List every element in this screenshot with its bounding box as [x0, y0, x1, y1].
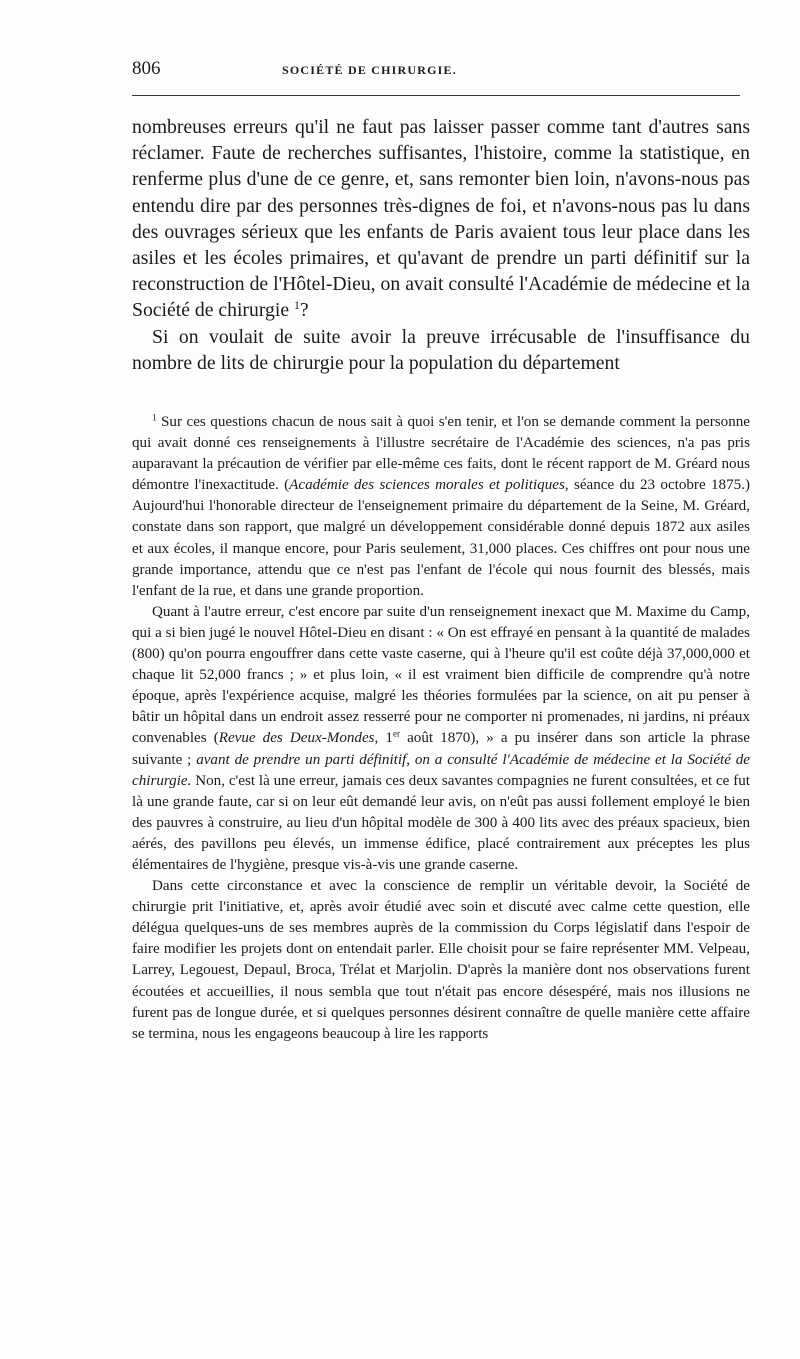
book-page — [132, 58, 751, 1042]
footnote-paragraph-3: Dans cette circonstance et avec la conscience de remplir un véritable devoir, la Société de chirurgie prit l'initiative, et, après avoir étudié avec soin et discuté avec calme cette question, elle délégua quelques-uns de ses membres auprès de la commission du Corps législatif dans l'espoir de faire modifier les projets dont on entendait parler. Elle choisit pour se faire représenter MM. Velpeau, Larrey, Legouest, Depaul, Broca, Trélat et Marjolin. D'après la manière dont nos observations furent écoutées et accueillies, il nous sembla que tout n'était pas encore désespéré, mais nos illusions ne furent pas de longue durée, et si quelques personnes désirent connaître de quelle manière cette affaire se termina, nous les engageons beaucoup à lire les rapports — [132, 878, 750, 1042]
footnote-marker: 1 — [152, 412, 157, 423]
footnote-paragraph-2: Quant à l'autre erreur, c'est encore par suite d'un renseignement inexact que M. Maxime du Camp, qui a si bien jugé le nouvel Hôtel-Dieu en disant : « On est effrayé en pensant à la quantité de malades (800) qu'on pourra engouffrer dans cette vaste caserne, qui à l'heure qu'il est coûte déjà 37,000,000 et chaque lit 52,000 francs ; » et plus loin, « il est vraiment bien difficile de comprendre qu'à notre époque, après l'expérience acquise, malgré les théories formulées par la science, on ait pu penser à bâtir un hôpital dans un endroit assez resserré pour ne comporter ni promenades, ni jardins, ni préaux convenables (Revue des Deux-Mondes, 1er août 1870), » a pu insérer dans son article la phrase suivante ; avant de prendre un parti définitif, on a consulté l'Académie de médecine et la Société de chirurgie. Non, c'est là une erreur, jamais ces deux savantes compagnies ne furent consultées, et ce fut là une grande faute, car si on leur eût demandé leur avis, on n'eût pas aussi follement employé le bien des pauvres à construire, au lieu d'un hôpital modèle de 300 à 400 lits avec des préaux spacieux, bien aérés, des pavillons peu élevés, un immense édifice, placé contrairement aux préceptes les plus élémentaires de l'hygiène, presque vis-à-vis une grande caserne. — [132, 603, 751, 873]
page-header — [132, 58, 749, 82]
page-number: 806 — [132, 58, 161, 79]
main-text — [132, 114, 750, 376]
header-rule — [132, 95, 740, 96]
running-title: SOCIÉTÉ DE CHIRURGIE. — [282, 63, 457, 77]
footnotes — [132, 412, 750, 1045]
paragraph-1: nombreuses erreurs qu'il ne faut pas laisser passer comme tant d'autres sans réclamer. Faute de recherches suffisantes, l'histoire, comme la statistique, en renferme plus d'une de ce genre, et, sans remonter bien loin, n'avons-nous pas entendu dire par des personnes très-dignes de foi, et n'avons-nous pas lu dans des ouvrages sérieux que les enfants de Paris avaient tous leur place dans les asiles et les écoles primaires, et qu'avant de prendre un parti définitif sur la reconstruction de l'Hôtel-Dieu, on avait consulté l'Académie de médecine et la Société de chirurgie $^1$? — [132, 116, 750, 322]
footnote-ref[interactable]: 1 — [294, 298, 300, 313]
footnote-1: $^1$ Sur ces questions chacun de nous sait à quoi s'en tenir, et l'on se demande comment la personne qui avait donné ces renseignements à l'illustre secrétaire de l'Académie des sciences, n'a pas pris auparavant la précaution de vérifier par elle-même ces faits, dont le récent rapport de M. Gréard nous démontre l'inexactitude. (Académie des sciences morales et politiques, séance du 23 octobre 1875.) Aujourd'hui l'honorable directeur de l'enseignement primaire du département de la Seine, M. Gréard, constate dans son rapport, que malgré un développement considérable donné depuis 1872 aux asiles et aux écoles, il manque encore, pour Paris seulement, 31,000 places. Ces chiffres ont pour nous une grande importance, attendu que ce n'est pas l'enfant de l'école qui nous fournit des blessés, mais l'enfant de la rue, et dans une grande proportion. — [132, 412, 750, 599]
paragraph-2: Si on voulait de suite avoir la preuve irrécusable de l'insuffisance du nombre de lits de chirurgie pour la population du département — [132, 325, 750, 374]
